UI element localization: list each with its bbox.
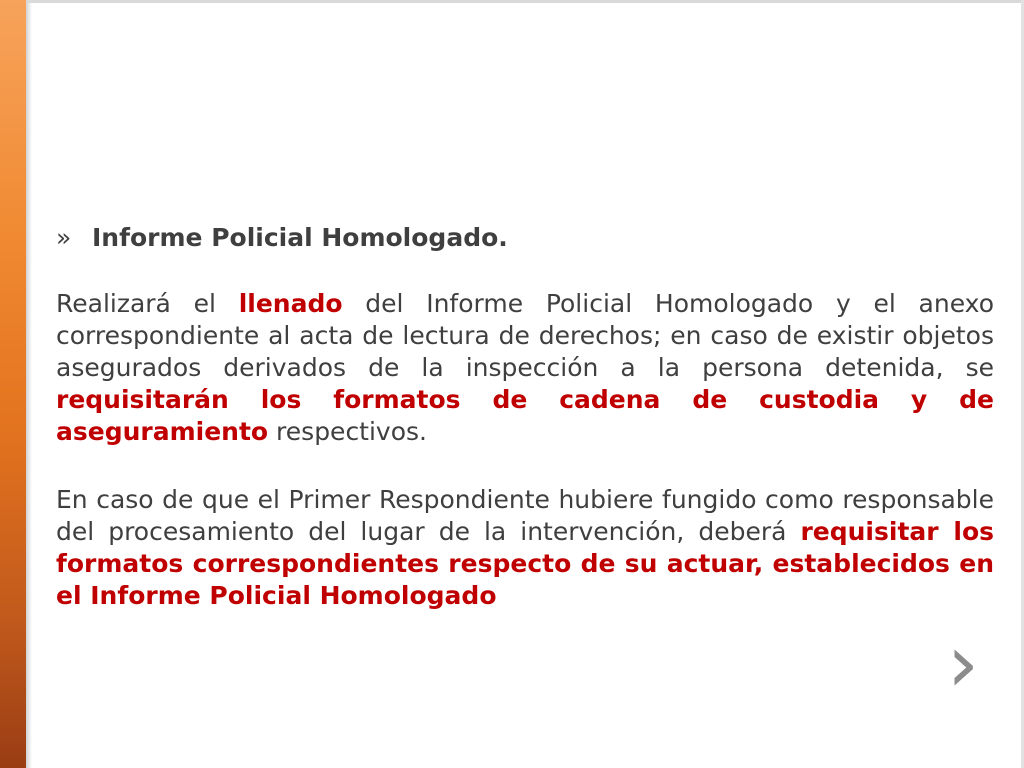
paragraph-1-text-b: del Informe Policial Homologado y el anexo correspondiente al acta de lectura de derechos; en caso de existir objetos asegurados derivados de la inspección a la persona detenida, se	[56, 289, 994, 382]
next-slide-arrow-icon[interactable]: ›	[947, 617, 979, 710]
paragraph-2	[56, 484, 994, 612]
slide-content	[56, 222, 994, 648]
paragraph-1-highlight-a: llenado	[238, 289, 343, 318]
paragraph-2-highlight-a: requisitar los formatos correspondientes respecto de su actuar, establecidos en el Informe Policial Homologado	[56, 517, 994, 610]
left-decorative-band	[0, 0, 26, 768]
bullet-item	[56, 222, 994, 254]
band-shadow	[26, 0, 32, 768]
paragraph-1	[56, 288, 994, 448]
paragraph-1-text-a: Realizará el	[56, 289, 239, 318]
paragraph-1-text-c: respectivos.	[268, 417, 427, 446]
paragraph-1-highlight-b: requisitarán los formatos de cadena de custodia y de aseguramiento	[56, 385, 994, 446]
bullet-icon: »	[56, 223, 72, 252]
slide-heading: Informe Policial Homologado.	[92, 223, 508, 252]
top-frame-line	[26, 0, 1024, 3]
paragraph-2-text-a: En caso de que el Primer Respondiente hubiere fungido como responsable del procesamiento del lugar de la intervención, deberá	[56, 485, 994, 546]
